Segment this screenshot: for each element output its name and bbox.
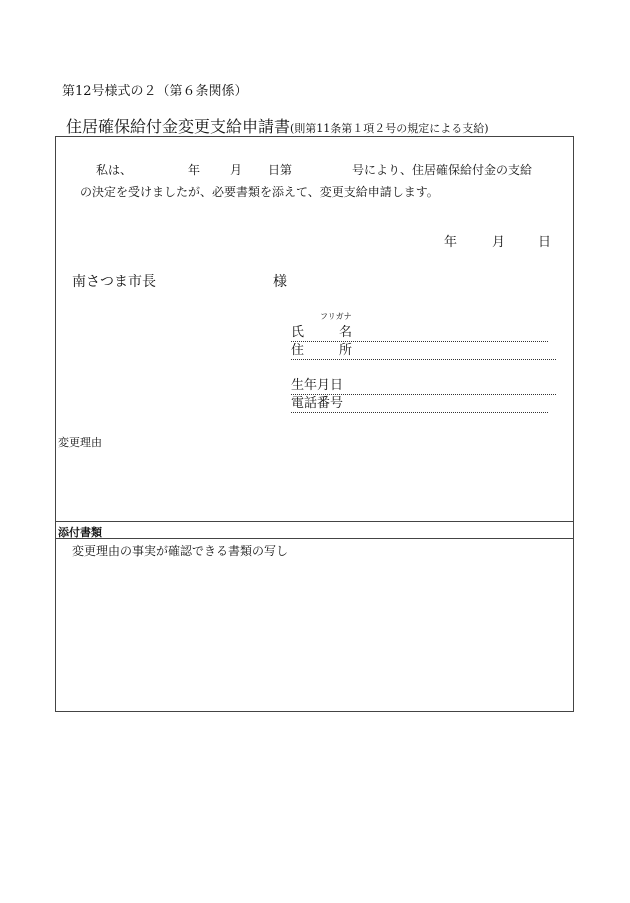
furigana-label: フリガナ: [320, 312, 352, 321]
address-label-1: 住: [291, 343, 305, 358]
body-watashi: 私は、: [96, 163, 133, 177]
application-form-box: [55, 136, 574, 712]
date-year-label: 年: [444, 235, 458, 250]
change-reason-label: 変更理由: [58, 436, 102, 449]
attachments-label: 添付書類: [58, 526, 102, 539]
addressee-mayor: 南さつま市長: [72, 274, 156, 290]
address-field[interactable]: [291, 343, 556, 360]
form-number: 第12号様式の２（第６条関係）: [62, 84, 248, 99]
divider-above-attachments: [56, 521, 573, 522]
body-year: 年: [188, 163, 201, 177]
phone-label: 電話番号: [291, 396, 344, 411]
body-text-line2: の決定を受けましたが、必要書類を添えて、変更支給申請します。: [80, 185, 439, 199]
addressee-sama: 様: [273, 274, 287, 290]
address-label-2: 所: [339, 343, 353, 358]
form-title: [66, 114, 489, 137]
phone-field[interactable]: [291, 396, 548, 413]
name-label-1: 氏: [291, 325, 305, 340]
birthdate-field[interactable]: [291, 378, 556, 395]
body-month: 月: [230, 163, 243, 177]
body-day-dai: 日第: [268, 163, 293, 177]
date-day-label: 日: [538, 235, 552, 250]
date-month-label: 月: [492, 235, 506, 250]
form-title-main: 住居確保給付金変更支給申請書: [66, 117, 291, 136]
form-title-note: (則第11条第１項２号の規定による支給): [290, 122, 489, 135]
name-field[interactable]: [291, 325, 548, 342]
name-label-2: 名: [339, 325, 353, 340]
body-suffix: 号により、住居確保給付金の支給: [352, 163, 533, 177]
birthdate-label: 生年月日: [291, 378, 344, 393]
attachments-text: 変更理由の事実が確認できる書類の写し: [72, 544, 289, 558]
divider-below-attachments: [56, 538, 573, 539]
